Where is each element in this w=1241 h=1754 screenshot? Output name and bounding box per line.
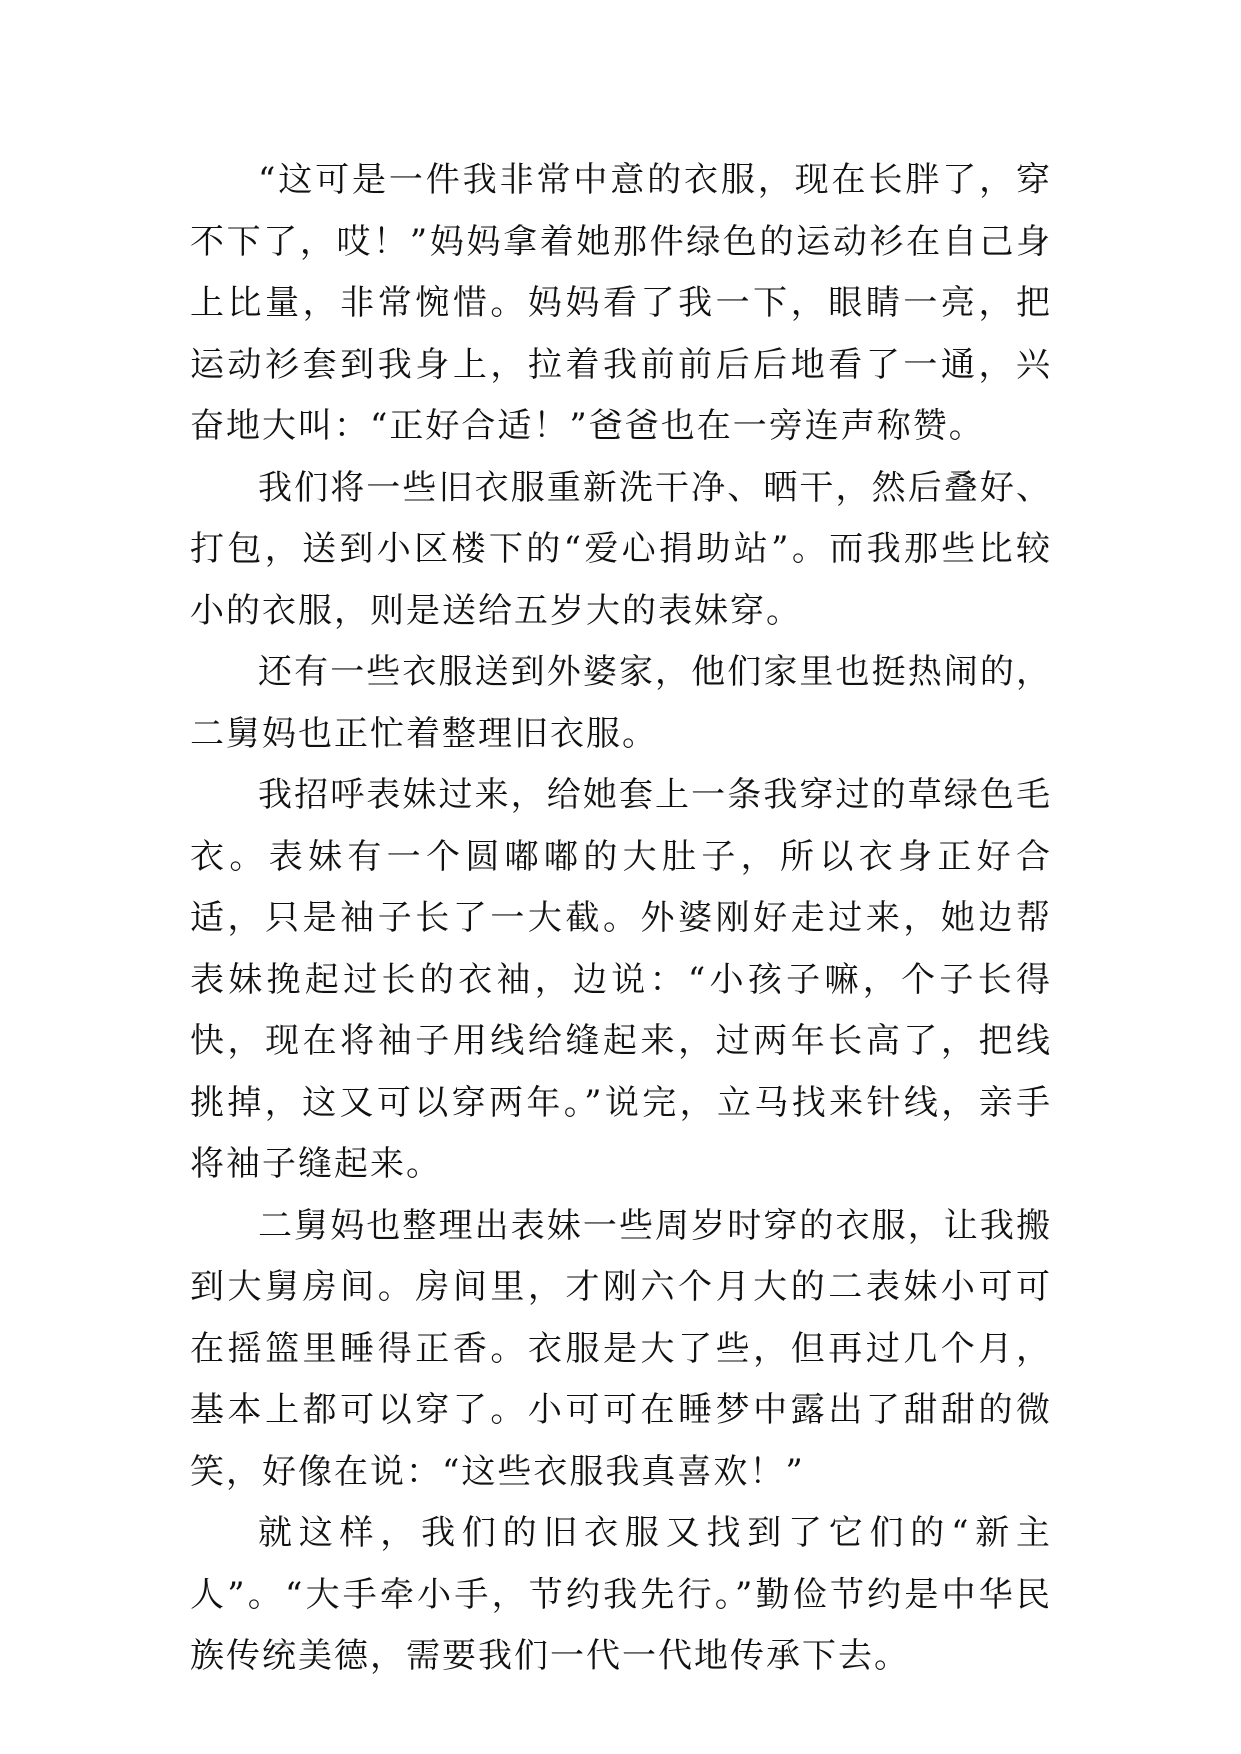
- paragraph-6: 就这样，我们的旧衣服又找到了它们的“新主人”。“大手牵小手，节约我先行。”勤俭节约是中华民族传统美德，需要我们一代一代地传承下去。: [190, 1513, 1052, 1676]
- paragraph-2: 我们将一些旧衣服重新洗干净、晒干，然后叠好、打包，送到小区楼下的“爱心捐助站”。而我那些比较小的衣服，则是送给五岁大的表妹穿。: [190, 467, 1052, 631]
- paragraph-5: 二舅妈也整理出表妹一些周岁时穿的衣服，让我搬到大舅房间。房间里，才刚六个月大的二表妹小可可在摇篮里睡得正香。衣服是大了些，但再过几个月，基本上都可以穿了。小可可在睡梦中露出了甜甜的微笑，好像在说：“这些衣服我真喜欢！”: [190, 1205, 1052, 1492]
- paragraph-3: 还有一些衣服送到外婆家，他们家里也挺热闹的，二舅妈也正忙着整理旧衣服。: [190, 652, 1052, 754]
- paragraph-1: “这可是一件我非常中意的衣服，现在长胖了，穿不下了，哎！”妈妈拿着她那件绿色的运动衫在自己身上比量，非常惋惜。妈妈看了我一下，眼睛一亮，把运动衫套到我身上，拉着我前前后后地看了一通，兴奋地大叫：“正好合适！”爸爸也在一旁连声称赞。: [190, 160, 1052, 446]
- document-page: [190, 150, 1052, 1688]
- paragraph-4: 我招呼表妹过来，给她套上一条我穿过的草绿色毛衣。表妹有一个圆嘟嘟的大肚子，所以衣身正好合适，只是袖子长了一大截。外婆刚好走过来，她边帮表妹挽起过长的衣袖，边说：“小孩子嘛，个子长得快，现在将袖子用线给缝起来，过两年长高了，把线挑掉，这又可以穿两年。”说完，立马找来针线，亲手将袖子缝起来。: [190, 775, 1052, 1184]
